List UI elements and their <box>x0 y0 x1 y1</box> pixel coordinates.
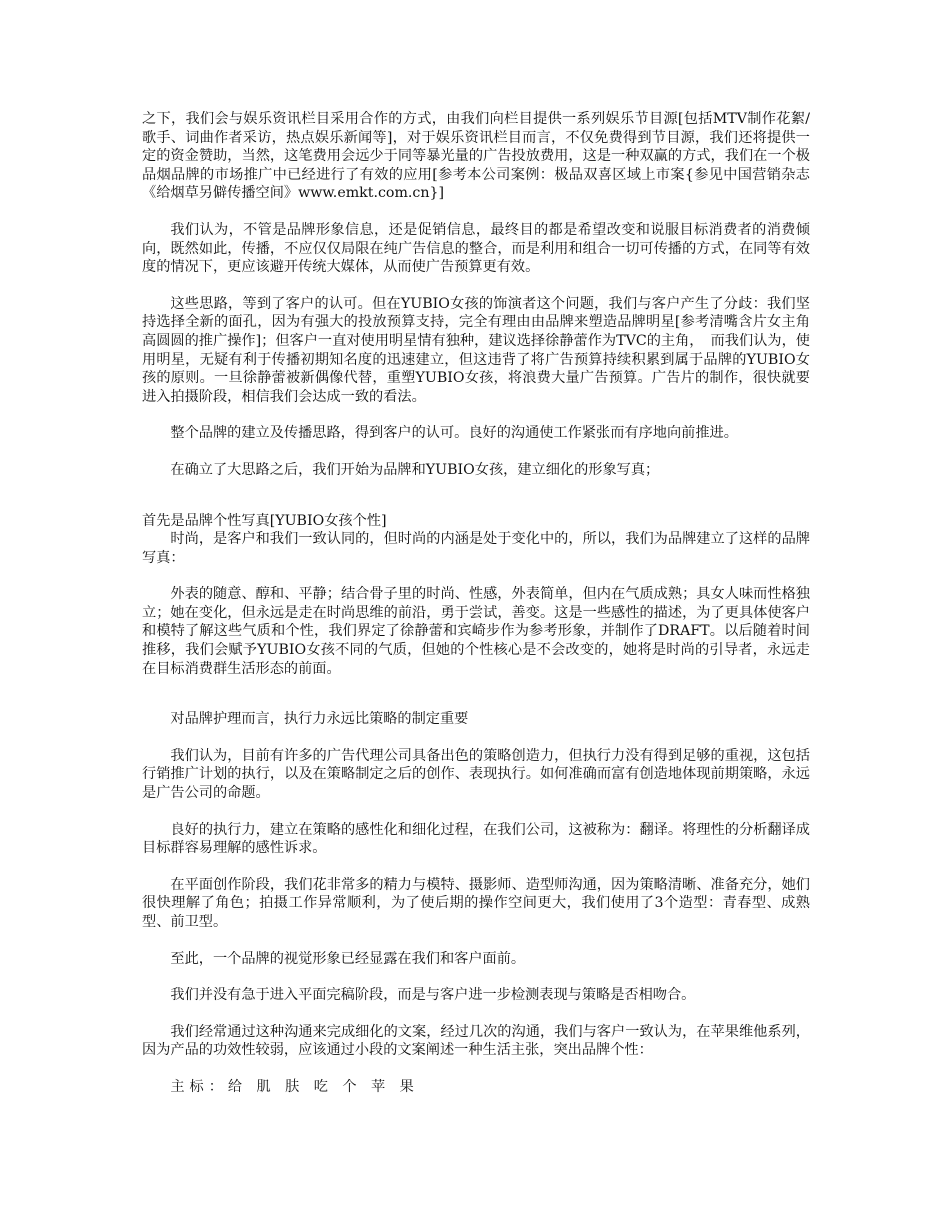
paragraph-media-cooperation: 之下，我们会与娱乐资讯栏目采用合作的方式，由我们向栏目提供一系列娱乐节目源[包括MTV制作花絮/歌手、词曲作者采访，热点娱乐新闻等]，对于娱乐资讯栏目而言，不仅免费得到节目源，我们还将提供一定的资金赞助，当然，这笔费用会远少于同等暴光量的广告投放费用，这是一种双赢的方式，我们在一个极品烟品牌的市场推广中已经进行了有效的应用[参考本公司案例：极品双喜区域上市案{参见中国营销杂志《给烟草另僻传播空间》www.emkt.com.cn}] <box>142 111 810 202</box>
section-gap <box>142 696 810 710</box>
paragraph-personality-description: 外表的随意、醇和、平静；结合骨子里的时尚、性感，外表简单，但内在气质成熟；具女人味而性格独立；她在变化，但永远是走在时尚思维的前沿，勇于尝试，善变。这是一些感性的描述，为了更具体使客户和模特了解这些气质和个性，我们界定了徐静蕾和宾崎步作为参考形象，并制作了DRAFT。以后随着时间推移，我们会赋予YUBIO女孩不同的气质，但她的个性核心是不会改变的，她将是时尚的引导者，永远走在目标消费群生活形态的前面。 <box>142 586 810 677</box>
paragraph-fashion-definition: 时尚，是客户和我们一致认同的，但时尚的内涵是处于变化中的，所以，我们为品牌建立了这样的品牌写真： <box>142 531 810 566</box>
section-gap <box>142 498 810 512</box>
paragraph-copywriting: 我们经常通过这种沟通来完成细化的文案，经过几次的沟通，我们与客户一致认为，在苹果维他系列，因为产品的功效性较弱，应该通过小段的文案阐述一种生活主张，突出品牌个性： <box>142 1023 810 1059</box>
slogan-line: 主标：给 肌 肤 吃 个 苹 果 <box>170 1078 419 1095</box>
paragraph-strategy-check: 我们并没有急于进入平面完稿阶段，而是与客户进一步检测表现与策略是否相吻合。 <box>170 987 696 1004</box>
paragraph-yubio-casting: 这些思路，等到了客户的认可。但在YUBIO女孩的饰演者这个问题，我们与客户产生了分歧：我们坚持选择全新的面孔，因为有强大的投放预算支持，完全有理由由品牌来塑造品牌明星[参考清嘴含片女主角高圆圆的推广操作]；但客户一直对使用明星情有独种，建议选择徐静蕾作为TVC的主角， 而我们认为，使用明星，无疑有利于传播初期知名度的迅速建立，但这违背了将广告预算持续积累到属于品牌的YUBIO女孩的原则。一旦徐静蕾被新偶像代替，重塑YUBIO女孩，将浪费大量广告预算。广告片的制作，很快就要进入拍摄阶段，相信我们会达成一致的看法。 <box>142 295 810 405</box>
paragraph-execution-importance: 我们认为，目前有许多的广告代理公司具备出色的策略创造力，但执行力没有得到足够的重视，这包括行销推广计划的执行，以及在策略制定之后的创作、表现执行。如何准确而富有创造地体现前期策略，永远是广告公司的命题。 <box>142 747 810 802</box>
paragraph-communication-view: 我们认为，不管是品牌形象信息，还是促销信息，最终目的都是希望改变和说服目标消费者的消费倾向，既然如此，传播，不应仅仅局限在纯广告信息的整合，而是利用和组合一切可传播的方式，在同等有效度的情况下，更应该避开传统大媒体，从而使广告预算更有效。 <box>142 221 810 276</box>
paragraph-execution-heading: 对品牌护理而言，执行力永远比策略的制定重要 <box>170 711 469 728</box>
paragraph-client-approval: 整个品牌的建立及传播思路，得到客户的认可。良好的沟通使工作紧张而有序地向前推进。 <box>170 425 738 442</box>
paragraph-image-portrait: 在确立了大思路之后，我们开始为品牌和YUBIO女孩，建立细化的形象写真； <box>170 461 660 478</box>
paragraph-print-creation: 在平面创作阶段，我们花非常多的精力与模特、摄影师、造型师沟通，因为策略清晰、准备充分，她们很快理解了角色；拍摄工作异常顺利，为了使后期的操作空间更大，我们使用了3个造型：青春型、成熟型、前卫型。 <box>142 876 810 930</box>
paragraph-translation: 良好的执行力，建立在策略的感性化和细化过程，在我们公司，这被称为：翻译。将理性的分析翻译成目标群容易理解的感性诉求。 <box>142 821 810 857</box>
section-heading-brand-personality: 首先是品牌个性写真[YUBIO女孩个性] <box>142 512 387 529</box>
paragraph-visual-image: 至此，一个品牌的视觉形象已经显露在我们和客户面前。 <box>170 950 526 967</box>
document-body <box>142 110 810 1097</box>
